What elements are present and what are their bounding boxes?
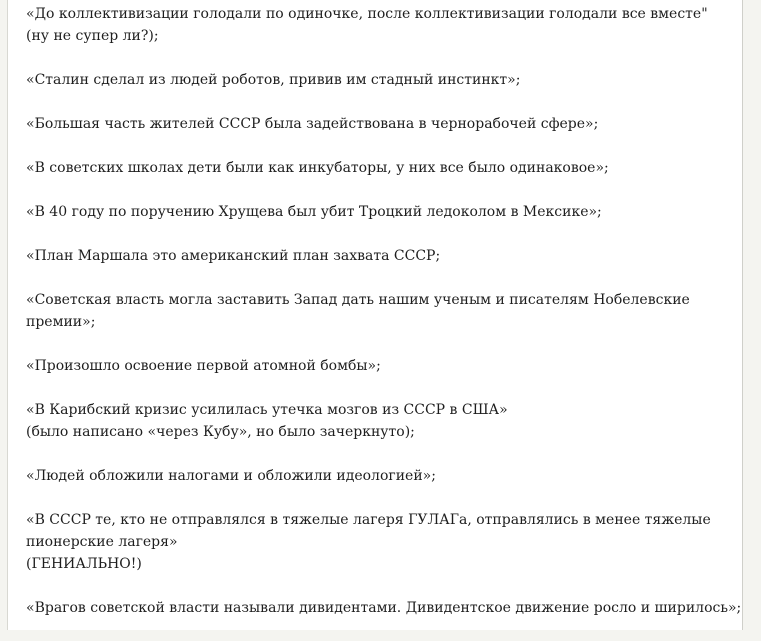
paragraph-1 [26,3,736,47]
paragraph-10 [26,465,736,487]
paragraph-line: «В 40 году по поручению Хрущева был убит Троцкий ледоколом в Мексике»; [26,204,602,220]
paragraph-line: «В СССР те, кто не отправлялся в тяжелые лагеря ГУЛАГа, отправлялись в менее тяжелые [26,512,711,528]
page-scrollbar[interactable] [744,0,761,630]
paragraph-12 [26,597,742,619]
paragraph-line: «До коллективизации голодали по одиночке, после коллективизации голодали все вместе" [26,6,708,22]
paragraph-line: «Советская власть могла заставить Запад дать нашим ученым и писателям Нобелевские [26,292,690,308]
paragraph-line: «Сталин сделал из людей роботов, привив им стадный инстинкт»; [26,72,521,88]
paragraph-11 [26,509,736,575]
paragraph-2 [26,69,736,91]
document-content [26,3,742,641]
paragraph-line: «В советских школах дети были как инкубаторы, у них все было одинаковое»; [26,160,609,176]
paragraph-line: «В Карибский кризис усилилась утечка мозгов из СССР в США» [26,402,508,418]
paragraph-9 [26,399,736,443]
paragraph-3 [26,113,736,135]
paragraph-line: пионерские лагеря» [26,534,178,550]
paragraph-line: премии»; [26,314,96,330]
paragraph-line: (ГЕНИАЛЬНО!) [26,556,142,572]
paragraph-line: «Врагов советской власти называли дивидентами. Дивидентское движение росло и ширилось»; [26,600,742,616]
paragraph-5 [26,201,736,223]
paragraph-7 [26,289,736,333]
paragraph-4 [26,157,736,179]
paragraph-8 [26,355,736,377]
paragraph-6 [26,245,736,267]
paragraph-line: «План Маршала это американский план захвата СССР; [26,248,441,264]
paragraph-line: (было написано «через Кубу», но было зачеркнуто); [26,424,415,440]
paragraph-line: «Большая часть жителей СССР была задействована в чернорабочей сфере»; [26,116,599,132]
document-page [7,0,743,630]
paragraph-line: «Произошло освоение первой атомной бомбы»; [26,358,381,374]
paragraph-line: (ну не супер ли?); [26,28,159,44]
paragraph-line: «Людей обложили налогами и обложили идеологией»; [26,468,436,484]
